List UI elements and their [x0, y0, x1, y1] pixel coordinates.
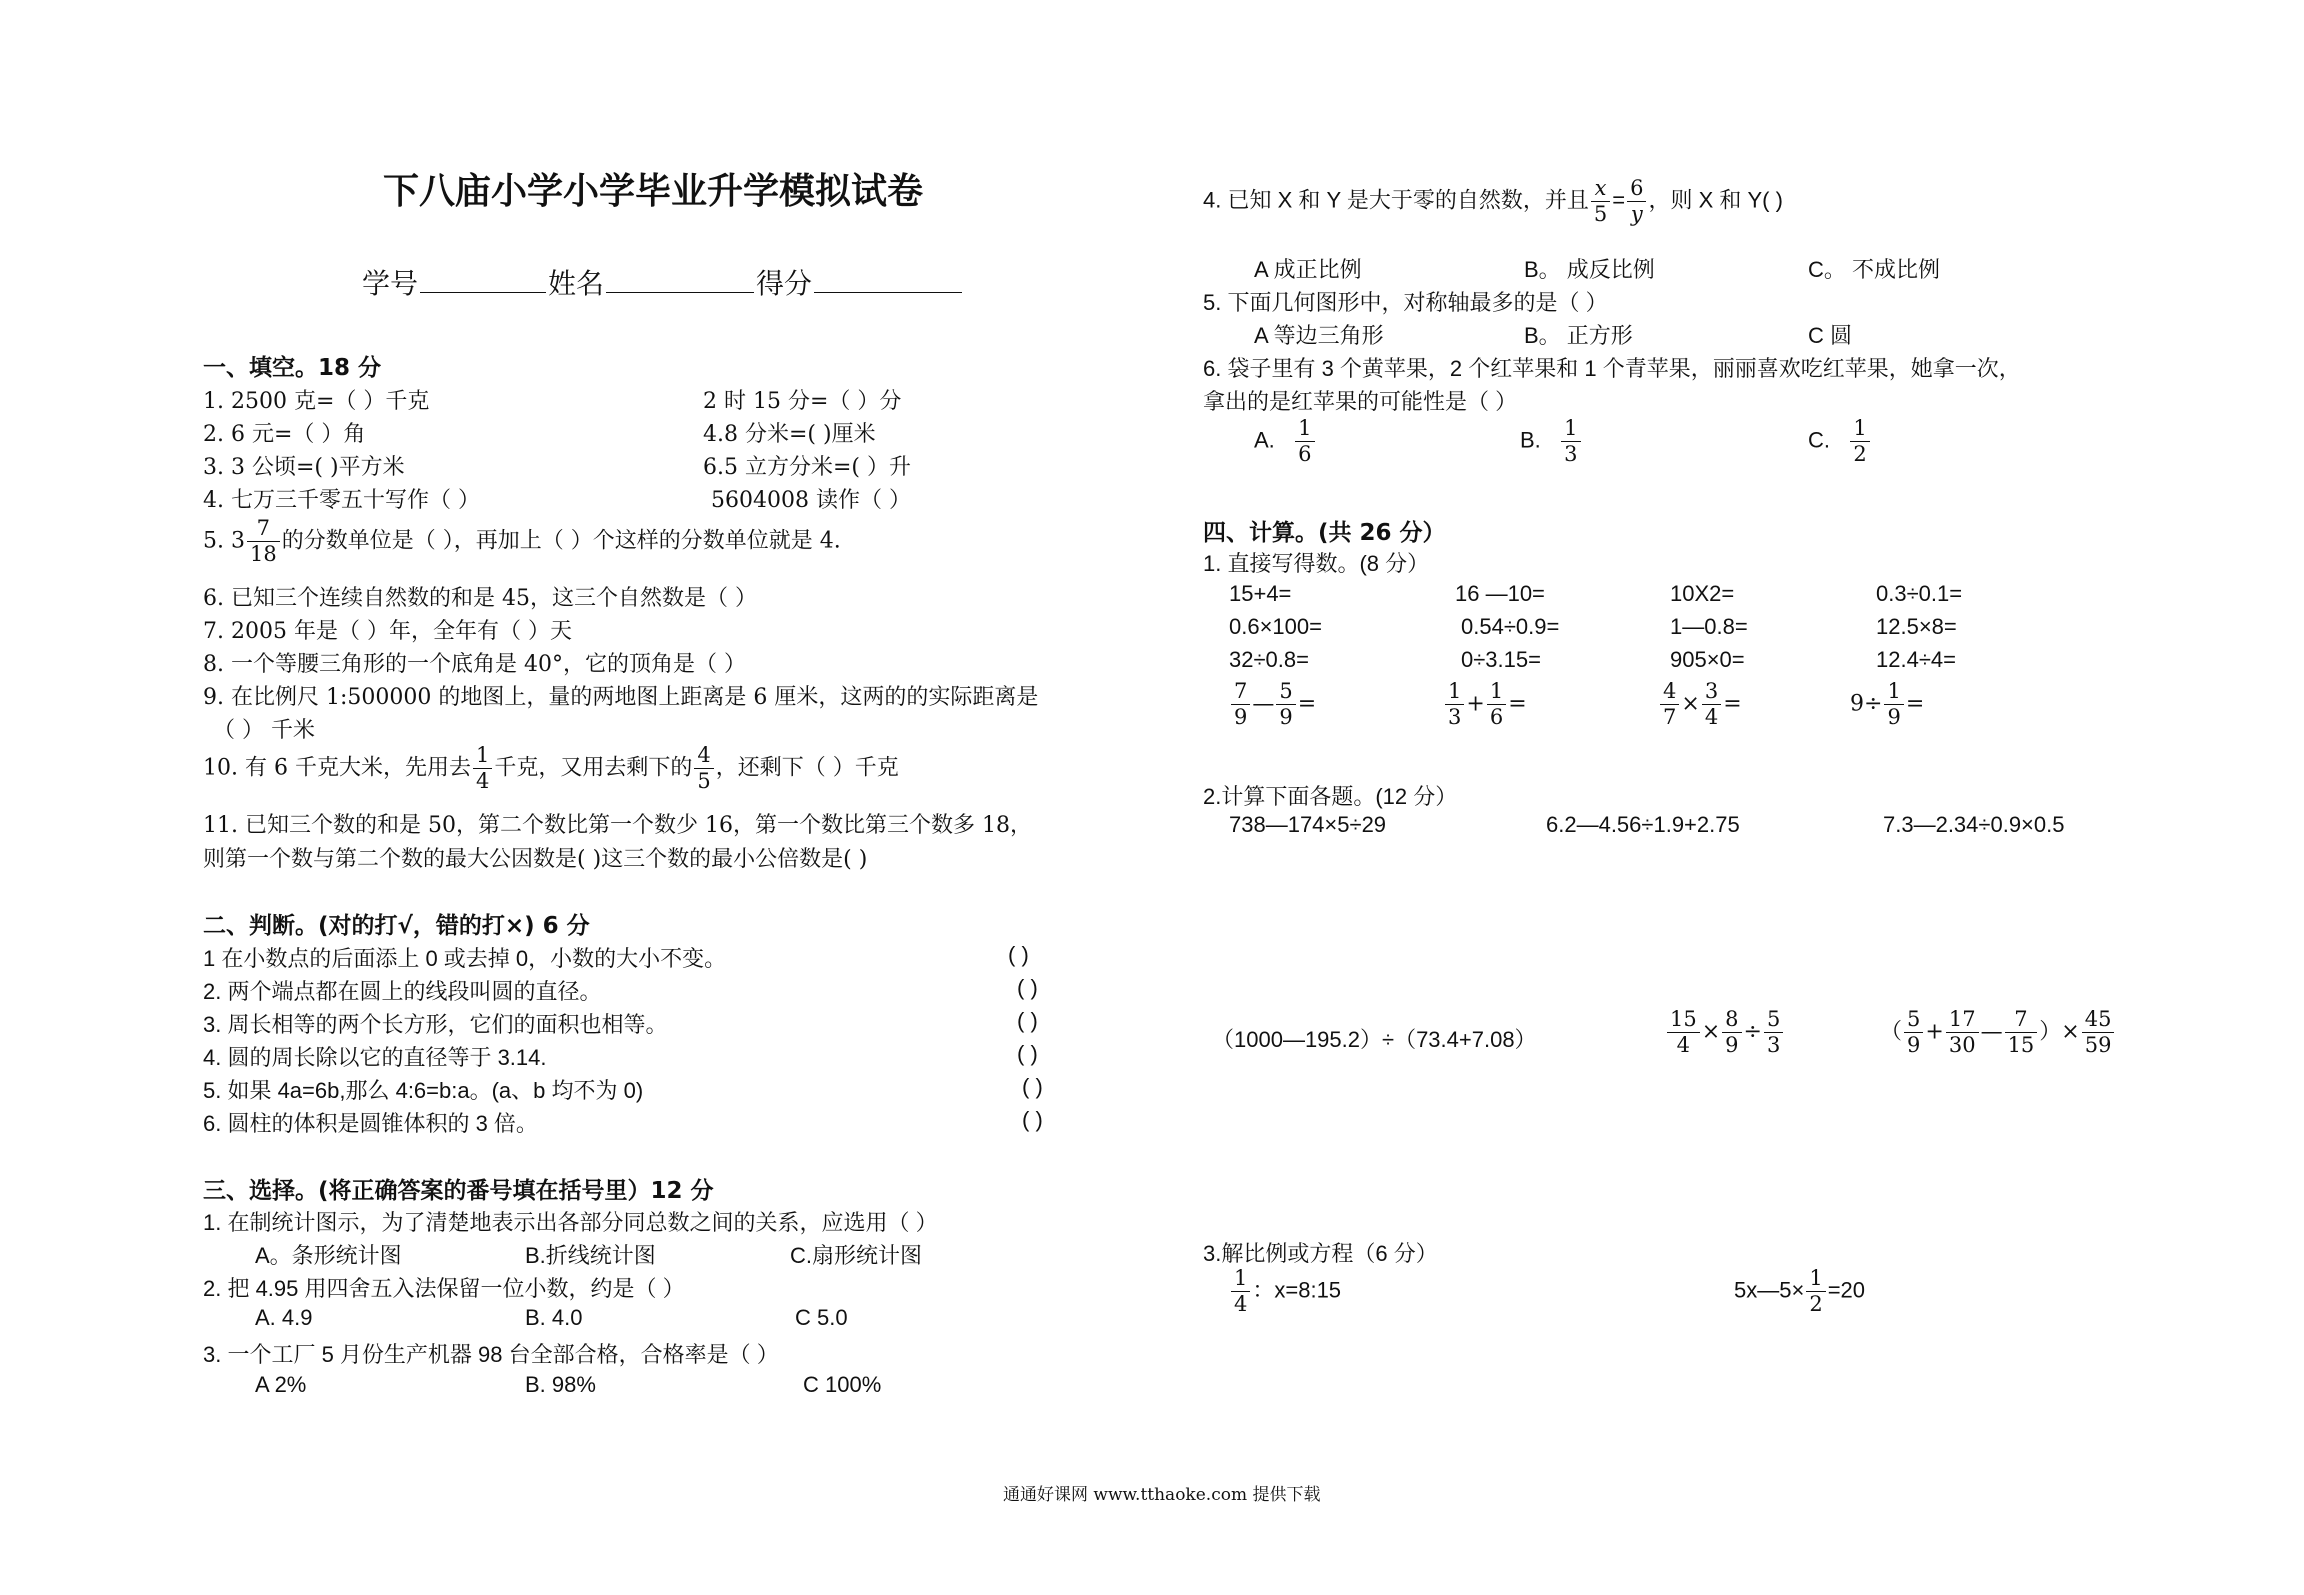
denominator: 4 [1234, 1292, 1248, 1316]
denominator: 4 [1704, 705, 1719, 729]
fraction [1946, 1009, 1979, 1056]
score-blank[interactable] [814, 292, 962, 293]
fraction [1904, 1009, 1923, 1056]
fraction [1660, 681, 1679, 728]
denominator: 3 [1448, 705, 1462, 729]
answer-paren[interactable]: ( ) [1022, 1107, 1043, 1132]
option-label: A. [1254, 427, 1275, 453]
question-8: 8. 一个等腰三角形的一个底角是 40°，它的顶角是（ ） [203, 652, 746, 677]
oral-item: 16 —10= [1455, 581, 1545, 606]
answer-paren[interactable]: ( ) [1022, 1074, 1043, 1099]
judge-item-1: 1 在小数点的后面添上 0 或去掉 0，小数的大小不变。 [203, 946, 727, 971]
numerator: 4 [694, 745, 713, 769]
sub-heading-2: 2.计算下面各题。(12 分） [1203, 784, 1458, 809]
section-1-heading: 一、填空。18 分 [203, 355, 382, 381]
numerator: 1 [1806, 1268, 1825, 1292]
section-2-heading: 二、判断。(对的打√，错的打×) 6 分 [203, 913, 590, 939]
page-title: 下八庙小学小学毕业升学模拟试卷 [383, 171, 924, 212]
choice-option-b: B。 正方形 [1524, 323, 1633, 348]
sub-heading-1: 1. 直接写得数。(8 分） [1203, 551, 1430, 576]
numerator: 7 [2005, 1009, 2038, 1033]
footer-text: 通通好课网 www.tthaoke.com 提供下载 [1003, 1485, 1321, 1505]
denominator: 9 [1907, 1033, 1921, 1057]
choice-option-a: A 成正比例 [1254, 257, 1362, 282]
q5-text: 的分数单位是（ ），再加上（ ）个这样的分数单位就是 4. [281, 528, 841, 554]
choice-option-b: B. 98% [525, 1372, 596, 1397]
fraction [1487, 681, 1506, 728]
question-4b: 5604008 读作（ ） [711, 488, 911, 513]
equation-rest: ：x=8:15 [1252, 1277, 1342, 1303]
question-2a: 2. 6 元=（ ）角 [203, 422, 366, 447]
question-2b: 4.8 分米=( )厘米 [703, 422, 876, 447]
oral-item: 10X2= [1670, 581, 1735, 606]
fraction [1231, 681, 1250, 728]
question-11a: 11. 已知三个数的和是 50，第二个数比第一个数少 16，第一个数比第三个数多 18， [203, 813, 1032, 838]
fraction [1591, 178, 1610, 225]
choice-option-b: B.折线统计图 [525, 1243, 656, 1268]
calc-item: （1000—195.2）÷（73.4+7.08） [1212, 1027, 1537, 1052]
fraction [1722, 1009, 1741, 1056]
fraction-expression [1665, 1009, 1785, 1056]
choice-option-b [1520, 418, 1583, 465]
fraction [1884, 681, 1903, 728]
question-3b: 6.5 立方分米=( ）升 [703, 455, 911, 480]
operator: × [1681, 691, 1700, 717]
prefix: 9÷ [1850, 691, 1883, 717]
q10-text-b: 千克，又用去剩下的 [494, 755, 693, 781]
choice-question-3: 3. 一个工厂 5 月份生产机器 98 台全部合格，合格率是（ ） [203, 1342, 779, 1367]
judge-item-6: 6. 圆柱的体积是圆锥体积的 3 倍。 [203, 1111, 538, 1136]
denominator: 6 [1489, 705, 1504, 729]
question-1b: 2 时 15 分=（ ）分 [703, 389, 902, 414]
fraction [1702, 681, 1721, 728]
fraction [1667, 1009, 1700, 1056]
numerator: 1 [1850, 418, 1869, 442]
oral-item: 12.4÷4= [1876, 647, 1956, 672]
fraction [2082, 1009, 2115, 1056]
section-3-heading: 三、选择。(将正确答案的番号填在括号里）12 分 [203, 1178, 714, 1204]
denominator: 2 [1809, 1292, 1823, 1316]
answer-paren[interactable]: ( ) [1008, 942, 1029, 967]
numerator: 1 [1295, 418, 1314, 442]
numerator: 7 [247, 518, 280, 542]
denominator: 6 [1298, 442, 1312, 466]
calc-item: 6.2—4.56÷1.9+2.75 [1546, 812, 1740, 837]
numerator: 17 [1946, 1009, 1979, 1033]
oral-item: 1—0.8= [1670, 614, 1748, 639]
denominator: 5 [1593, 202, 1608, 226]
oral-item: 0.6×100= [1229, 614, 1322, 639]
denominator: y [1630, 202, 1643, 226]
equation-2 [1734, 1268, 1865, 1315]
sub-heading-3: 3.解比例或方程（6 分） [1203, 1241, 1438, 1266]
denominator: 9 [1279, 705, 1293, 729]
equation-rest: =20 [1827, 1277, 1866, 1303]
numerator: 5 [1276, 681, 1295, 705]
oral-item: 0.54÷0.9= [1461, 614, 1560, 639]
fraction [1295, 418, 1314, 465]
numerator: 4 [1660, 681, 1679, 705]
choice-option-c: C.扇形统计图 [790, 1243, 923, 1268]
choice-option-c [1808, 418, 1872, 465]
fraction [1561, 418, 1580, 465]
choice-option-a: A. 4.9 [255, 1305, 313, 1330]
fraction [1231, 1268, 1250, 1315]
q4-text-a: 4. 已知 X 和 Y 是大于零的自然数，并且 [1203, 187, 1589, 213]
operator: — [1980, 1019, 2003, 1045]
numerator: 1 [1487, 681, 1506, 705]
choice-option-b: B. 4.0 [525, 1305, 583, 1330]
numerator: 1 [1445, 681, 1464, 705]
operator: + [1466, 691, 1485, 717]
equals-sign: = [1508, 691, 1527, 717]
denominator: 9 [1887, 705, 1901, 729]
question-5 [203, 518, 841, 565]
denominator: 4 [475, 769, 490, 793]
question-9a: 9. 在比例尺 1:500000 的地图上，量的两地图上距离是 6 厘米，这两的的实际距离是 [203, 685, 1039, 710]
calc-item: 7.3—2.34÷0.9×0.5 [1883, 812, 2065, 837]
answer-paren[interactable]: ( ) [1017, 1041, 1038, 1066]
denominator: 5 [697, 769, 711, 793]
numerator: 7 [1231, 681, 1250, 705]
fraction [1806, 1268, 1825, 1315]
fraction-expression [1229, 681, 1316, 728]
choice-question-6a: 6. 袋子里有 3 个黄苹果，2 个红苹果和 1 个青苹果，丽丽喜欢吃红苹果，她拿一次， [1203, 356, 2021, 381]
equals-sign: = [1297, 691, 1317, 717]
numerator: 1 [473, 745, 492, 769]
question-1a: 1. 2500 克=（ ）千克 [203, 389, 430, 414]
oral-item: 15+4= [1229, 581, 1292, 606]
denominator: 3 [1564, 442, 1578, 466]
question-11b: 则第一个数与第二个数的最大公因数是( )这三个数的最小公倍数是( ) [203, 847, 868, 872]
denominator: 4 [1676, 1033, 1691, 1057]
fraction [473, 745, 492, 792]
numerator: 5 [1904, 1009, 1923, 1033]
denominator: 9 [1234, 705, 1248, 729]
q5-prefix: 5. 3 [203, 528, 245, 554]
choice-option-c: C 100% [803, 1372, 882, 1397]
denominator: 2 [1853, 442, 1867, 466]
choice-option-c: C。 不成比例 [1808, 257, 1941, 282]
q10-text-c: ，还剩下（ ）千克 [715, 755, 899, 781]
q4-text-b: ，则 X 和 Y( ) [1648, 187, 1783, 213]
fraction [2005, 1009, 2038, 1056]
score-label: 得分 [756, 267, 813, 300]
q10-text-a: 10. 有 6 千克大米，先用去 [203, 755, 471, 781]
choice-question-4 [1203, 178, 1783, 225]
denominator: 9 [1725, 1033, 1739, 1057]
option-label: C. [1808, 427, 1830, 453]
judge-item-4: 4. 圆的周长除以它的直径等于 3.14. [203, 1045, 547, 1070]
choice-question-5: 5. 下面几何图形中，对称轴最多的是（ ） [1203, 290, 1608, 315]
fraction-expression [1658, 681, 1742, 728]
choice-question-1: 1. 在制统计图示，为了清楚地表示出各部分同总数之间的关系，应选用（ ） [203, 1210, 938, 1235]
equation-prefix: 5x—5× [1734, 1277, 1805, 1303]
fraction [1627, 178, 1646, 225]
numerator: 5 [1764, 1009, 1783, 1033]
fraction-expression [1850, 681, 1924, 728]
denominator: 7 [1663, 705, 1677, 729]
question-3a: 3. 3 公顷=( )平方米 [203, 455, 405, 480]
denominator: 30 [1948, 1033, 1976, 1057]
numerator: 3 [1702, 681, 1721, 705]
oral-item: 0.3÷0.1= [1876, 581, 1963, 606]
right-paren-times: ）× [2039, 1019, 2080, 1045]
equals-sign: = [1612, 187, 1626, 213]
equation-1 [1229, 1268, 1341, 1315]
numerator: 6 [1627, 178, 1646, 202]
choice-option-a: A 2% [255, 1372, 307, 1397]
student-id-label: 学号 [362, 267, 419, 300]
fraction [1445, 681, 1464, 728]
question-6: 6. 已知三个连续自然数的和是 45，这三个自然数是（ ） [203, 586, 757, 611]
choice-question-2: 2. 把 4.95 用四舍五入法保留一位小数，约是（ ） [203, 1276, 685, 1301]
judge-item-3: 3. 周长相等的两个长方形，它们的面积也相等。 [203, 1012, 668, 1037]
denominator: 59 [2084, 1033, 2112, 1057]
oral-item: 0÷3.15= [1461, 647, 1541, 672]
fraction [1764, 1009, 1783, 1056]
question-4a: 4. 七万三千零五十写作（ ） [203, 488, 480, 513]
judge-item-5: 5. 如果 4a=6b,那么 4:6=b:a。(a、b 均不为 0) [203, 1078, 644, 1103]
operator: — [1252, 691, 1275, 717]
numerator: 45 [2082, 1009, 2115, 1033]
student-id-blank[interactable] [420, 292, 546, 293]
numerator: 8 [1722, 1009, 1741, 1033]
name-blank[interactable] [606, 292, 754, 293]
choice-option-a: A 等边三角形 [1254, 323, 1384, 348]
choice-option-c: C 圆 [1808, 323, 1853, 348]
left-paren: （ [1880, 1019, 1903, 1045]
equals-sign: = [1905, 691, 1925, 717]
answer-paren[interactable]: ( ) [1017, 975, 1038, 1000]
denominator: 3 [1766, 1033, 1781, 1057]
fraction-expression [1443, 681, 1527, 728]
fraction [1276, 681, 1295, 728]
fraction-expression [1880, 1009, 2116, 1056]
oral-item: 905×0= [1670, 647, 1745, 672]
numerator: 1 [1884, 681, 1903, 705]
choice-option-a: A。条形统计图 [255, 1243, 402, 1268]
choice-option-c: C 5.0 [795, 1305, 848, 1330]
fraction [694, 745, 713, 792]
choice-question-6b: 拿出的是红苹果的可能性是（ ） [1203, 389, 1518, 414]
denominator: 15 [2007, 1033, 2035, 1057]
operator: ÷ [1743, 1019, 1762, 1045]
answer-paren[interactable]: ( ) [1017, 1008, 1038, 1033]
numerator: x [1591, 178, 1610, 202]
operator: × [1701, 1019, 1721, 1045]
question-10 [203, 745, 899, 792]
numerator: 15 [1667, 1009, 1700, 1033]
numerator: 1 [1231, 1268, 1250, 1292]
section-4-heading: 四、计算。(共 26 分） [1203, 520, 1446, 546]
fraction [247, 518, 280, 565]
question-7: 7. 2005 年是（ ）年，全年有（ ）天 [203, 619, 572, 644]
judge-item-2: 2. 两个端点都在圆上的线段叫圆的直径。 [203, 979, 602, 1004]
header-line [362, 262, 964, 302]
numerator: 1 [1561, 418, 1580, 442]
calc-item: 738—174×5÷29 [1229, 812, 1387, 837]
equals-sign: = [1723, 691, 1742, 717]
denominator: 18 [249, 542, 277, 566]
name-label: 姓名 [548, 267, 605, 300]
option-label: B. [1520, 427, 1541, 453]
question-9b: （ ） 千米 [213, 718, 315, 743]
oral-item: 12.5×8= [1876, 614, 1957, 639]
choice-option-b: B。 成反比例 [1524, 257, 1655, 282]
oral-item: 32÷0.8= [1229, 647, 1309, 672]
fraction [1850, 418, 1869, 465]
operator: + [1925, 1019, 1944, 1045]
choice-option-a [1254, 418, 1317, 465]
